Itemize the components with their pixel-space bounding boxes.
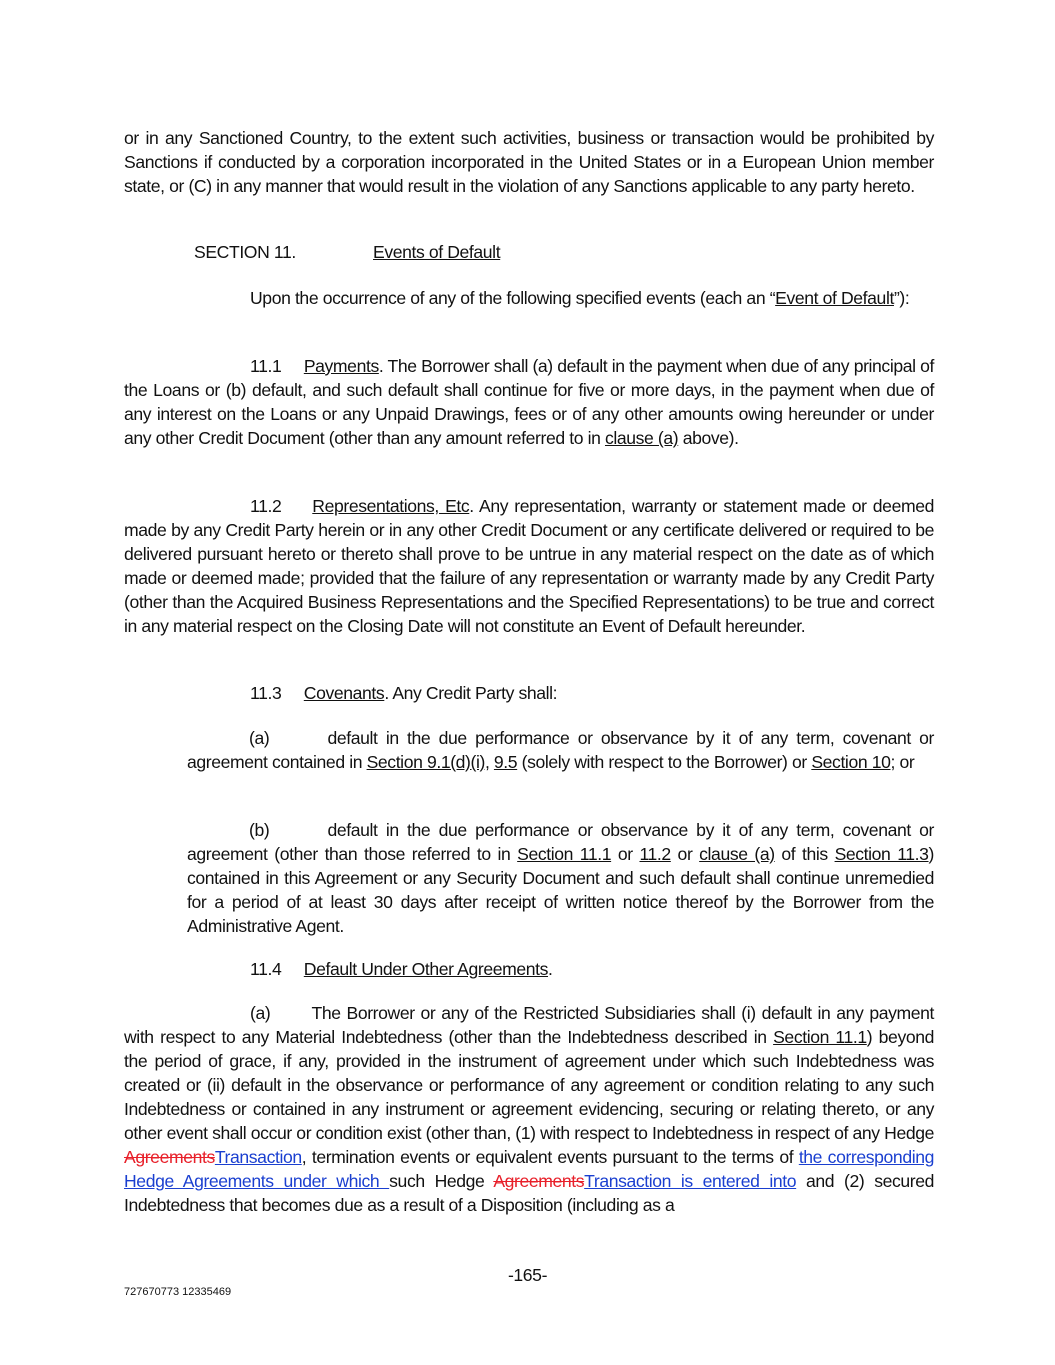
- clause-text: , termination events or equivalent events pursuant to the terms of: [301, 1147, 799, 1167]
- cross-reference: Section 11.1: [517, 844, 612, 864]
- subsection-text: . The Borrower shall (a) default in the payment when due of any principal of the Loans or (b) default, and such default shall continue for five or more days, in the payment when due of any interest on the Loans or any Unpaid Drawings, fees or of any other amounts owing hereunder or under any other Credit Document (other than any amount referred to in: [124, 356, 934, 448]
- inserted-text: Transaction: [214, 1147, 302, 1167]
- cross-reference: Section 10: [811, 752, 891, 772]
- clause-text: ,: [484, 752, 494, 772]
- subsection-11-1: [124, 354, 934, 450]
- intro-text-end: ”):: [893, 288, 910, 308]
- subsection-heading: Covenants: [303, 683, 385, 703]
- cross-reference: Section 9.1(d)(i): [366, 752, 485, 772]
- subsection-text-end: above).: [678, 428, 739, 448]
- subsection-11-3: [124, 681, 934, 705]
- clause-text: default in the due performance or observance by it of any term, covenant or agreement contained in: [187, 728, 934, 772]
- cross-reference: Section 11.1: [773, 1027, 867, 1047]
- cross-reference: 11.2: [639, 844, 671, 864]
- page-number: -165-: [507, 1265, 548, 1285]
- paragraph-sanctions: [124, 126, 934, 198]
- inserted-text: the corresponding Hedge Agreements under which: [124, 1147, 934, 1191]
- clause-label: (a): [249, 728, 270, 748]
- cross-reference: Section 11.3: [834, 844, 929, 864]
- document-id: 727670773 12335469: [124, 1286, 232, 1298]
- clause-text: ) contained in this Agreement or any Security Document and such default shall continue unremedied for a period of at least 30 days after receipt of written notice thereof by the Borrower from the Administrative Agent.: [187, 844, 934, 936]
- clause-label: (a): [250, 1003, 271, 1023]
- clause-text: such Hedge: [389, 1171, 494, 1191]
- cross-reference: clause (a): [604, 428, 679, 448]
- subsection-heading: Payments: [303, 356, 379, 376]
- subsection-number: 11.1: [250, 356, 282, 376]
- intro-paragraph: [124, 286, 934, 310]
- subsection-number: 11.2: [250, 496, 282, 516]
- clause-text: of this: [774, 844, 835, 864]
- subsection-11-4: [124, 957, 934, 981]
- cross-reference: 9.5: [493, 752, 518, 772]
- inserted-text: Transaction is entered into: [584, 1171, 797, 1191]
- clause-text: or: [611, 844, 640, 864]
- clause-11-3-b: [187, 818, 934, 938]
- subsection-heading: Representations, Etc: [312, 496, 470, 516]
- section-heading: [194, 240, 500, 264]
- subsection-text: . Any Credit Party shall:: [384, 683, 558, 703]
- section-title: Events of Default: [373, 242, 501, 262]
- subsection-11-2: [124, 494, 934, 638]
- clause-text: and (2) secured Indebtedness that becomes due as a result of a Disposition (including as a: [124, 1171, 934, 1215]
- clause-11-4-a: [124, 1001, 934, 1217]
- clause-text: (solely with respect to the Borrower) or: [517, 752, 812, 772]
- defined-term-event-of-default: Event of Default: [775, 288, 894, 308]
- paragraph-text: or in any Sanctioned Country, to the extent such activities, business or transaction would be prohibited by Sanctions if conducted by a corporation incorporated in the United States or in a European Union member state, or (C) in any manner that would result in the violation of any Sanctions applicable to any party hereto.: [124, 128, 934, 196]
- clause-text: default in the due performance or observance by it of any term, covenant or agreement (other than those referred to in: [187, 820, 934, 864]
- section-number: SECTION 11.: [194, 242, 296, 262]
- deleted-text: Agreements: [124, 1147, 215, 1167]
- clause-11-3-a: [187, 726, 934, 774]
- subsection-text: . Any representation, warranty or statement made or deemed made by any Credit Party herein or in any other Credit Document or any certificate delivered or required to be delivered pursuant hereto or thereto shall prove to be untrue in any material respect on the date as of which made or deemed made; provided that the failure of any representation or warranty made by any Credit Party (other than the Acquired Business Representations and the Specified Representations) to be true and correct in any material respect on the Closing Date will not constitute an Event of Default hereunder.: [124, 496, 934, 636]
- clause-text: ; or: [890, 752, 915, 772]
- subsection-number: 11.4: [250, 959, 282, 979]
- cross-reference: clause (a): [699, 844, 775, 864]
- clause-text: or: [670, 844, 700, 864]
- intro-text: Upon the occurrence of any of the following specified events (each an “: [250, 288, 776, 308]
- subsection-heading: Default Under Other Agreements: [303, 959, 549, 979]
- subsection-number: 11.3: [250, 683, 282, 703]
- clause-text: ) beyond the period of grace, if any, provided in the instrument of agreement under which such Indebtedness was created or (ii) default in the observance or performance of any agreement or condition relating to any such Indebtedness or contained in any instrument or agreement evidencing, securing or relating thereto, or any other event shall occur or condition exist (other than, (1) with respect to Indebtedness in respect of any Hedge: [124, 1027, 934, 1143]
- clause-text: The Borrower or any of the Restricted Subsidiaries shall (i) default in any payment with respect to any Material Indebtedness (other than the Indebtedness described in: [124, 1003, 935, 1047]
- subsection-text: .: [548, 959, 553, 979]
- deleted-text: Agreements: [493, 1171, 585, 1191]
- clause-label: (b): [249, 820, 270, 840]
